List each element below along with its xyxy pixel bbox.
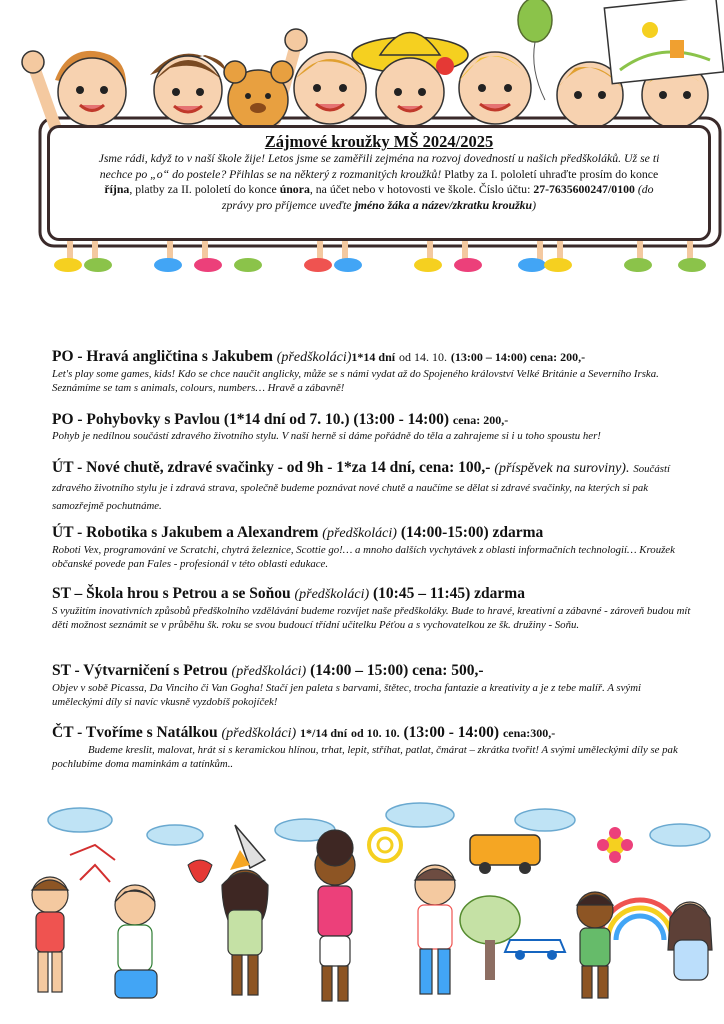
activity-audience: (předškoláci) (294, 587, 370, 602)
activity-time: (13:00 - 14:00) (403, 724, 500, 741)
bottom-painting-children-illustration (0, 790, 724, 1024)
payment-note-end: ) (532, 197, 537, 212)
activity-price-note: (příspěvek na suroviny). (494, 461, 630, 476)
activity-title: ST – Škola hrou s Petrou a se Soňou (52, 585, 291, 602)
activity-time-price: (14:00 – 15:00) cena: 500,- (310, 662, 484, 679)
activity-description: Součástí zdravého životního stylu je i zdravá strava, společně budeme poznávat nové chutě a naučíme se dělat si zdravé svačinky, na kterých si pak samozřejmě pochutnáme. (52, 463, 670, 512)
activity-description: S využitím inovativních způsobů předškolního vzdělávání budeme rozvíjet naše předškoláky. Bude to hravé, kreativní a zábavné - zároveň budou mít děti možnost seznámit se v průběhu šk. roku se svou budoucí třídní učitelku Péťou a s vychovatelkou ze šk. družiny - Soňu. (52, 605, 691, 631)
activity-time-price: (10:45 – 11:45) zdarma (373, 585, 525, 602)
activity-time-price: (14:00-15:00) zdarma (400, 524, 544, 541)
activity-audience: (předškoláci) (221, 726, 297, 741)
payment-text-2: , platby za II. pololetí do konce (129, 182, 277, 196)
activity-title: ČT - Tvoříme s Natálkou (52, 724, 218, 741)
activity-title: PO - Hravá angličtina s Jakubem (52, 348, 273, 365)
payment-note-bold: jméno žáka a název/zkratku kroužku (354, 197, 533, 212)
header-banner (47, 125, 711, 241)
activity-audience: (předškoláci) (231, 664, 307, 679)
activity-description: Objev v sobě Picassa, Da Vinciho či Van Gogha! Stačí jen paleta s barvami, štětec, trocha fantazie a kreativity a je z tebe malíř. A svými uměleckými díly si navíc vkusně vyzdobíš pokojíček! (52, 682, 642, 708)
activity-school-play (52, 585, 692, 632)
page-title: Zájmové kroužky MŠ 2024/2025 (264, 132, 494, 151)
payment-text: Platby za I. pololetí uhraďte prosím do konce (444, 166, 659, 181)
payment-note: (do zprávy pro příjemce uveďte (221, 182, 654, 212)
activity-heading (52, 459, 692, 514)
activity-start: od 14. 10. (398, 350, 447, 364)
activity-description: Let's play some games, kids! Kdo se chce naučit anglicky, může se s námi vydat až do Spojeného království Velké Británie a Severního Irska. Seznámíme se tam s animals, colours, numbers… Hravě a zábavně! (52, 368, 659, 394)
activity-description: Pohyb je nedílnou součástí zdravého životního stylu. V naší herně si dáme pořádně do těla a zahrajeme si i u toho spoustu her! (52, 430, 601, 442)
header-intro (90, 151, 668, 213)
activity-art (52, 662, 692, 709)
activity-title: PO - Pohybovky s Pavlou (1*14 dní od 7. 10.) (13:00 - 14:00) (52, 411, 449, 428)
activity-heading (52, 585, 692, 604)
activity-movement (52, 411, 692, 443)
activity-frequency: 1*14 dní (351, 350, 396, 364)
intro-text: Jsme rádi, když to v naší škole žije! Letos jsme se zaměřili zejména na rozvoj dovedností u našich předškoláků. Už se ti nechce po „o“ do postele? Přihlas se na některý z rozmanitých kroužků! (98, 151, 660, 181)
deadline-february: února (279, 182, 310, 196)
activity-title: ÚT - Robotika s Jakubem a Alexandrem (52, 524, 319, 541)
activity-heading (52, 411, 692, 429)
activity-heading (52, 662, 692, 681)
activity-english (52, 348, 692, 395)
activity-frequency: 1*/14 dní (300, 726, 348, 740)
activity-title: ST - Výtvarničení s Petrou (52, 662, 228, 679)
activity-heading (52, 348, 692, 367)
activity-price: cena:300,- (502, 726, 556, 740)
activity-heading (52, 724, 692, 743)
activity-audience: (předškoláci) (322, 526, 397, 541)
activity-audience: (předškoláci) (276, 350, 352, 365)
activity-robotics (52, 524, 692, 571)
activity-description: Budeme kreslit, malovat, hrát si s keramickou hlínou, trhat, lepit, stříhat, patlat, čmárat – zkrátka tvořit! A svými uměleckými díly se pak pochlubíme doma maminkám a tatínkům.. (52, 744, 678, 770)
activity-time-price: (13:00 – 14:00) cena: 200,- (450, 350, 586, 364)
deadline-october: října (104, 182, 130, 196)
activity-description: Roboti Vex, programování ve Scratchi, chytrá železnice, Scottie go!… a mnoho dalších vychytávek z oblasti informačních technologií… Kroužek občanské povede pan Fales - profesionál v této oblasti edukace. (52, 544, 675, 570)
activity-creative (52, 724, 692, 771)
activity-snacks (52, 459, 692, 514)
activity-heading (52, 524, 692, 543)
activity-title: ÚT - Nové chutě, zdravé svačinky - od 9h - 1*za 14 dní, cena: 100,- (52, 459, 491, 476)
account-number: 27-7635600247/0100 (533, 182, 635, 196)
activity-price: cena: 200,- (452, 413, 509, 427)
activity-start: od 10. 10. (350, 726, 400, 740)
payment-text-3: , na účet nebo v hotovosti ve škole. Číslo účtu: (309, 182, 531, 196)
